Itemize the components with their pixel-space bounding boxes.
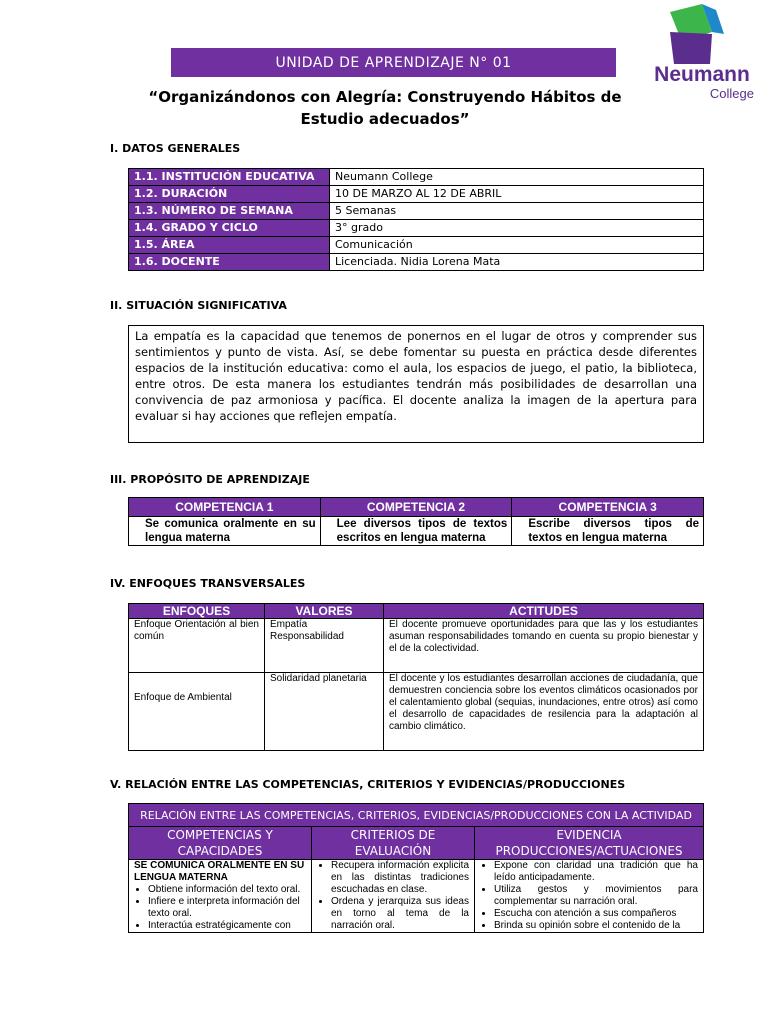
table-row xyxy=(129,860,704,933)
list-item: • Utiliza gestos y movimientos para complementar su narración oral. xyxy=(494,884,698,908)
evidencias-list xyxy=(480,860,698,932)
section-heading-datos: I. DATOS GENERALES xyxy=(110,142,241,155)
enfoque-valores: Empatía Responsabilidad xyxy=(265,619,384,673)
list-item: • Infiere e interpreta información del texto oral. xyxy=(148,896,306,920)
list-item: • Interactúa estratégicamente con xyxy=(148,920,306,932)
competencia-value: Se comunica oralmente en su lengua materna xyxy=(129,517,321,546)
table-row xyxy=(129,203,704,220)
relacion-header: EVIDENCIA PRODUCCIONES/ACTUACIONES xyxy=(475,827,704,860)
relacion-title: RELACIÓN ENTRE LAS COMPETENCIAS, CRITERIOS, EVIDENCIAS/PRODUCCIONES CON LA ACTIVIDAD xyxy=(129,804,704,827)
unit-title: “Organizándonos con Alegría: Construyendo Hábitos de Estudio adecuados” xyxy=(148,88,622,128)
datos-value: Neumann College xyxy=(330,169,704,186)
datos-label: 1.1. INSTITUCIÓN EDUCATIVA xyxy=(129,169,330,186)
list-item: • Escucha con atención a sus compañeros xyxy=(494,908,698,920)
list-item: • Ordena y jerarquiza sus ideas en torno al tema de la narración oral. xyxy=(331,896,469,932)
enfoque-actitud: El docente promueve oportunidades para que las y los estudiantes asuman responsabilidades tomando en cuenta su propio bienestar y el de la colectividad. xyxy=(384,619,704,673)
table-row xyxy=(129,673,704,751)
competencia-header: COMPETENCIA 3 xyxy=(512,498,704,517)
enfoque-actitud: El docente y los estudiantes desarrollan acciones de ciudadanía, que demuestren conciencia sobre los eventos climáticos ocasionados por el calentamiento global (sequias, inundaciones, entre otros) así como el desarrollo de capacidades de resilencia para la adaptación al cambio climático. xyxy=(384,673,704,751)
competencia-header: COMPETENCIA 2 xyxy=(320,498,512,517)
list-item: • Expone con claridad una tradición que ha leído anticipadamente. xyxy=(494,860,698,884)
table-row xyxy=(129,517,704,546)
enfoque-name: Enfoque de Ambiental xyxy=(129,673,265,751)
datos-label: 1.4. GRADO Y CICLO xyxy=(129,220,330,237)
situacion-text: La empatía es la capacidad que tenemos de ponernos en el lugar de otros y comprender sus sentimientos y punto de vista. Así, se debe fomentar su puesta en práctica desde diferentes espacios de la institución educativa: como el aula, los espacios de juego, el patio, la biblioteca, entre otros. De esta manera los estudiantes tendrán más posibilidades de desarrollan una convivencia de paz armoniosa y pacífica. El docente analiza la imagen de la apertura para evaluar si hay acciones que reflejen empatía. xyxy=(128,325,704,443)
datos-value: 5 Semanas xyxy=(330,203,704,220)
relacion-criterios-cell xyxy=(312,860,475,933)
enfoque-name: Enfoque Orientación al bien común xyxy=(129,619,265,673)
table-row xyxy=(129,220,704,237)
table-row xyxy=(129,186,704,203)
table-row xyxy=(129,237,704,254)
competencia-header: COMPETENCIA 1 xyxy=(129,498,321,517)
competencias-table xyxy=(128,497,704,546)
datos-label: 1.3. NÚMERO DE SEMANA xyxy=(129,203,330,220)
enfoques-header: ACTITUDES xyxy=(384,604,704,619)
list-item: • Obtiene información del texto oral. xyxy=(148,884,306,896)
list-item: • Recupera información explicita en las distintas tradiciones escuchadas en clase. xyxy=(331,860,469,896)
table-row xyxy=(129,254,704,271)
enfoques-table xyxy=(128,603,704,751)
capacidades-list xyxy=(134,884,306,932)
enfoque-valores: Solidaridad planetaria xyxy=(265,673,384,751)
table-row xyxy=(129,619,704,673)
relacion-header: COMPETENCIAS Y CAPACIDADES xyxy=(129,827,312,860)
relacion-competencia-cell xyxy=(129,860,312,933)
relacion-competencia: SE COMUNICA ORALMENTE EN SU LENGUA MATERNA xyxy=(134,860,305,883)
datos-value: Comunicación xyxy=(330,237,704,254)
criterios-list xyxy=(317,860,469,932)
section-heading-situacion: II. SITUACIÓN SIGNIFICATIVA xyxy=(110,299,287,312)
datos-label: 1.5. ÁREA xyxy=(129,237,330,254)
enfoques-header: ENFOQUES xyxy=(129,604,265,619)
relacion-evidencias-cell xyxy=(475,860,704,933)
datos-value: 3° grado xyxy=(330,220,704,237)
relacion-header: CRITERIOS DE EVALUACIÓN xyxy=(312,827,475,860)
logo-subword: College xyxy=(709,86,754,101)
datos-value: 10 DE MARZO AL 12 DE ABRIL xyxy=(330,186,704,203)
list-item: • Brinda su opinión sobre el contenido de la xyxy=(494,920,698,932)
datos-generales-table xyxy=(128,168,704,271)
logo-purple-shape xyxy=(670,32,712,64)
section-heading-proposito: III. PROPÓSITO DE APRENDIZAJE xyxy=(110,473,310,486)
competencia-value: Escribe diversos tipos de textos en lengua materna xyxy=(512,517,704,546)
section-heading-enfoques: IV. ENFOQUES TRANSVERSALES xyxy=(110,577,306,590)
unit-banner: UNIDAD DE APRENDIZAJE N° 01 xyxy=(171,48,616,77)
relacion-table xyxy=(128,803,704,933)
datos-value: Licenciada. Nidia Lorena Mata xyxy=(330,254,704,271)
enfoques-header: VALORES xyxy=(265,604,384,619)
datos-label: 1.6. DOCENTE xyxy=(129,254,330,271)
section-heading-relacion: V. RELACIÓN ENTRE LAS COMPETENCIAS, CRITERIOS Y EVIDENCIAS/PRODUCCIONES xyxy=(110,778,626,791)
logo-word: Neumann xyxy=(654,63,750,86)
competencia-value: Lee diversos tipos de textos escritos en lengua materna xyxy=(320,517,512,546)
datos-label: 1.2. DURACIÓN xyxy=(129,186,330,203)
table-row xyxy=(129,169,704,186)
